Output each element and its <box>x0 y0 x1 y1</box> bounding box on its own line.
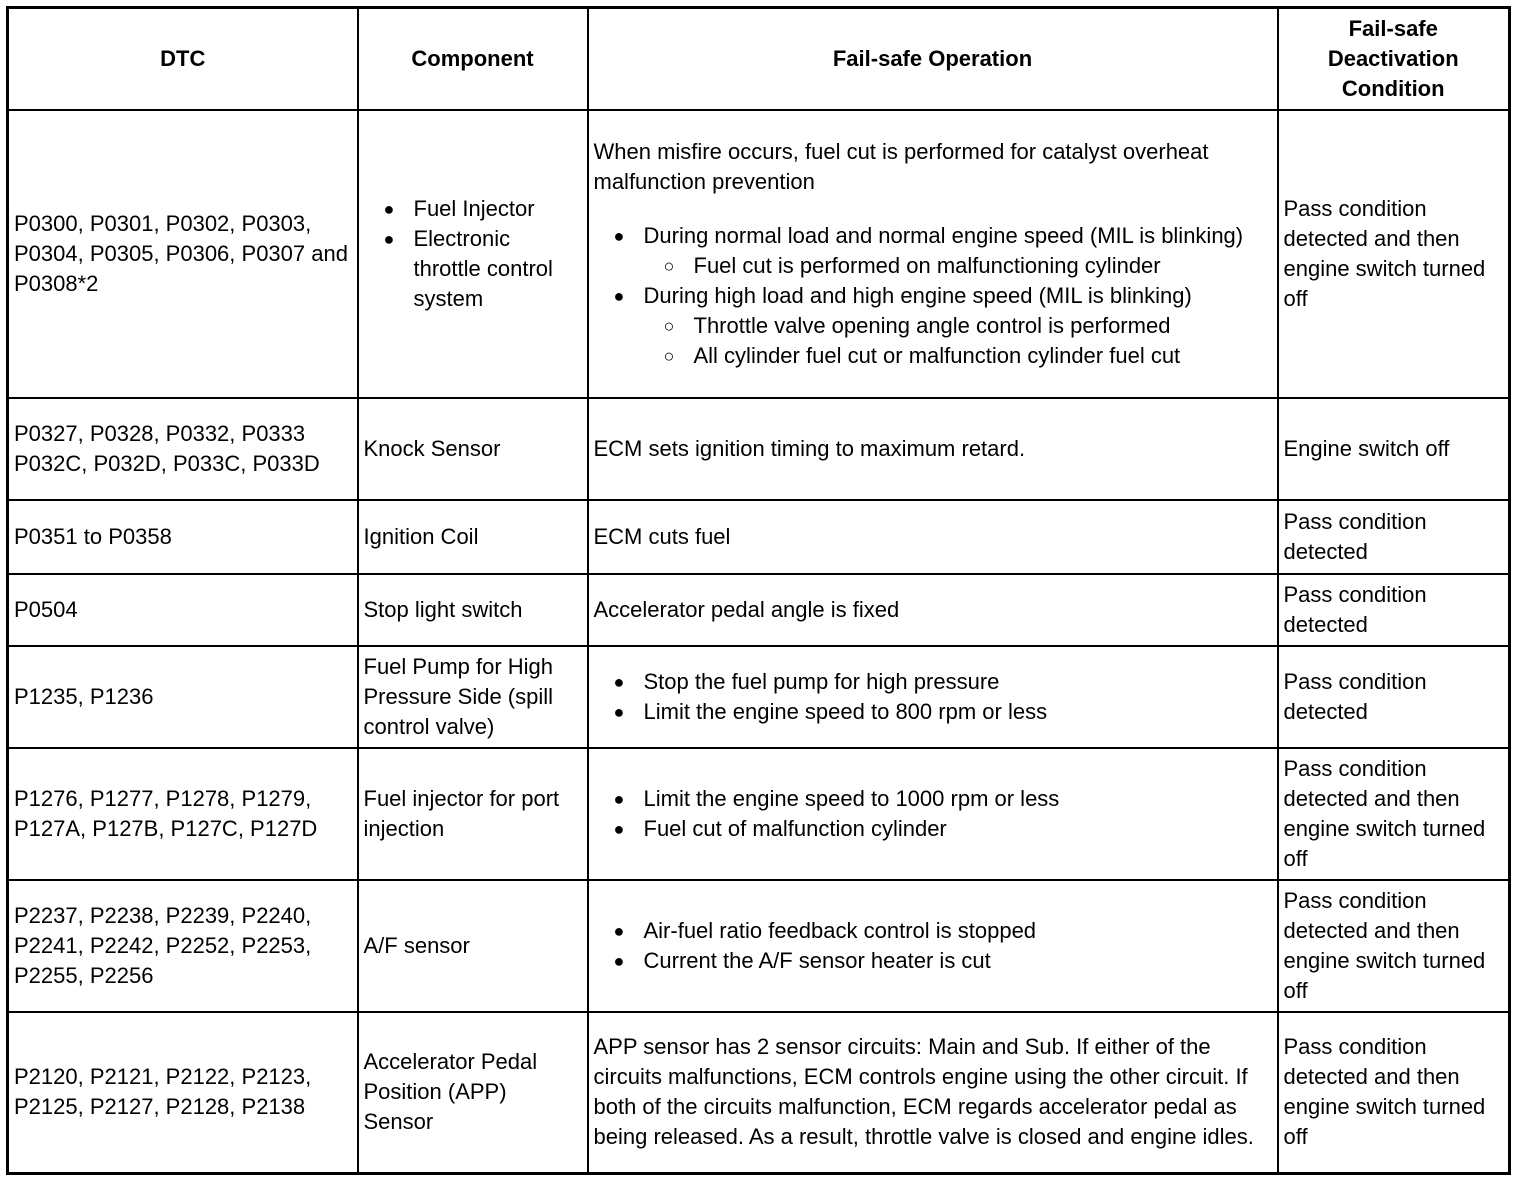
operation-sublist <box>644 251 1272 281</box>
operation-item: ● Stop the fuel pump for high pressure <box>614 667 1272 697</box>
component-list <box>364 194 582 314</box>
operation-subitem: ○ All cylinder fuel cut or malfunction cylinder fuel cut <box>664 341 1272 371</box>
operation-subitem: ○ Fuel cut is performed on malfunctioning cylinder <box>664 251 1272 281</box>
fail-safe-table <box>6 6 1511 1175</box>
dtc-cell: P1276, P1277, P1278, P1279, P127A, P127B, P127C, P127D <box>8 748 358 880</box>
dtc-cell: P0327, P0328, P0332, P0333 P032C, P032D, P033C, P033D <box>8 398 358 500</box>
component-cell: Accelerator Pedal Position (APP) Sensor <box>358 1012 588 1174</box>
operation-list <box>594 221 1272 371</box>
header-component: Component <box>358 8 588 110</box>
operation-list <box>594 784 1272 844</box>
operation-intro: When misfire occurs, fuel cut is performed for catalyst overheat malfunction prevention <box>593 138 1209 194</box>
dtc-cell: P2237, P2238, P2239, P2240, P2241, P2242, P2252, P2253, P2255, P2256 <box>8 880 358 1012</box>
table-row <box>8 574 1510 646</box>
operation-item: ● Fuel cut of malfunction cylinder <box>614 814 1272 844</box>
operation-cell: ECM cuts fuel <box>588 500 1278 574</box>
deactivation-cell: Engine switch off <box>1278 398 1510 500</box>
component-cell: Knock Sensor <box>358 398 588 500</box>
operation-item: ● Limit the engine speed to 1000 rpm or less <box>614 784 1272 814</box>
deactivation-cell: Pass condition detected and then engine switch turned off <box>1278 110 1510 398</box>
operation-item <box>614 281 1272 371</box>
header-deactivation: Fail-safe Deactivation Condition <box>1278 8 1510 110</box>
table-row <box>8 880 1510 1012</box>
operation-cell: Accelerator pedal angle is fixed <box>588 574 1278 646</box>
table-row <box>8 110 1510 398</box>
header-dtc: DTC <box>8 8 358 110</box>
dtc-cell: P0351 to P0358 <box>8 500 358 574</box>
operation-item-text: During high load and high engine speed (MIL is blinking) <box>643 282 1192 308</box>
operation-sublist <box>644 311 1272 371</box>
deactivation-cell: Pass condition detected and then engine switch turned off <box>1278 748 1510 880</box>
operation-item: ● Air-fuel ratio feedback control is stopped <box>614 916 1272 946</box>
component-cell: Fuel Pump for High Pressure Side (spill control valve) <box>358 646 588 748</box>
deactivation-cell: Pass condition detected <box>1278 646 1510 748</box>
table-row <box>8 500 1510 574</box>
header-operation: Fail-safe Operation <box>588 8 1278 110</box>
table-row <box>8 398 1510 500</box>
operation-item-text: During normal load and normal engine speed (MIL is blinking) <box>643 222 1244 248</box>
component-cell: Fuel injector for port injection <box>358 748 588 880</box>
operation-list <box>594 916 1272 976</box>
component-cell: A/F sensor <box>358 880 588 1012</box>
operation-item: ● Limit the engine speed to 800 rpm or less <box>614 697 1272 727</box>
operation-cell <box>588 646 1278 748</box>
table-row <box>8 1012 1510 1174</box>
dtc-cell: P1235, P1236 <box>8 646 358 748</box>
deactivation-cell: Pass condition detected <box>1278 574 1510 646</box>
component-cell: Ignition Coil <box>358 500 588 574</box>
dtc-cell: P2120, P2121, P2122, P2123, P2125, P2127, P2128, P2138 <box>8 1012 358 1174</box>
operation-cell <box>588 880 1278 1012</box>
table-row <box>8 646 1510 748</box>
dtc-cell: P0504 <box>8 574 358 646</box>
operation-item <box>614 221 1272 281</box>
operation-list <box>594 667 1272 727</box>
dtc-cell: P0300, P0301, P0302, P0303, P0304, P0305, P0306, P0307 and P0308*2 <box>8 110 358 398</box>
operation-cell: ECM sets ignition timing to maximum retard. <box>588 398 1278 500</box>
deactivation-cell: Pass condition detected <box>1278 500 1510 574</box>
deactivation-cell: Pass condition detected and then engine switch turned off <box>1278 880 1510 1012</box>
component-cell <box>358 110 588 398</box>
operation-cell: APP sensor has 2 sensor circuits: Main and Sub. If either of the circuits malfunctions, ECM controls engine using the other circuit. If both of the circuits malfunction, ECM regards accelerator pedal as being released. As a result, throttle valve is closed and engine idles. <box>588 1012 1278 1174</box>
operation-item: ● Current the A/F sensor heater is cut <box>614 946 1272 976</box>
header-row <box>8 8 1510 110</box>
deactivation-cell: Pass condition detected and then engine switch turned off <box>1278 1012 1510 1174</box>
operation-cell <box>588 110 1278 398</box>
table-row <box>8 748 1510 880</box>
operation-cell <box>588 748 1278 880</box>
component-item: ● Electronic throttle control system <box>384 224 582 314</box>
operation-subitem: ○ Throttle valve opening angle control is performed <box>664 311 1272 341</box>
component-cell: Stop light switch <box>358 574 588 646</box>
component-item: ● Fuel Injector <box>384 194 582 224</box>
